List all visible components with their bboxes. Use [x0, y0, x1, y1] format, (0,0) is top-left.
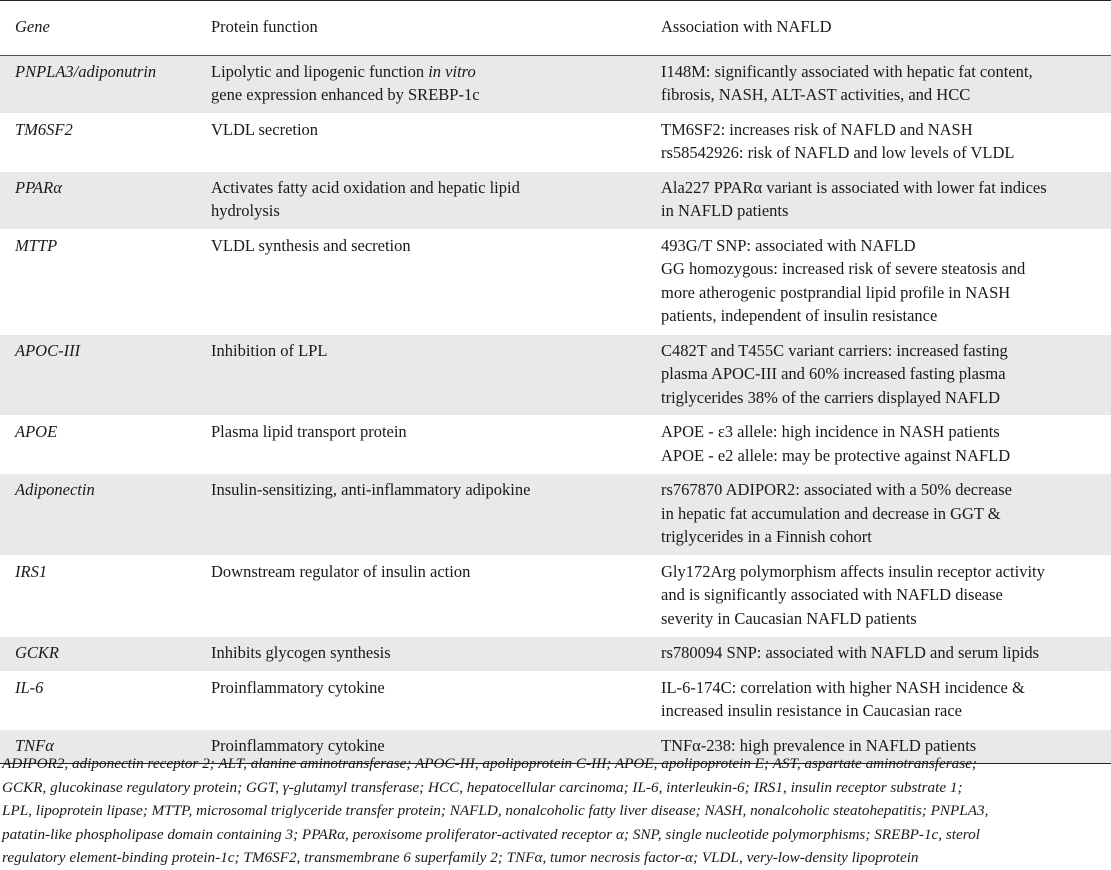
function-line [211, 641, 646, 665]
association-line: and is significantly associated with NAFLD disease [661, 585, 1003, 604]
function-line [211, 234, 646, 258]
association-line: TNFα-238: high prevalence in NAFLD patients [661, 735, 977, 755]
protein-function-cell [204, 637, 654, 672]
function-line [211, 478, 646, 502]
table-row [0, 474, 1111, 556]
protein-function-cell [204, 671, 654, 729]
gene-cell: GCKR [0, 637, 204, 672]
association-cell [654, 55, 1111, 113]
table-row [0, 416, 1111, 474]
table-header-row [0, 1, 1111, 56]
association-line: 493G/T SNP: associated with NAFLD [661, 235, 916, 255]
association-line: Gly172Arg polymorphism affects insulin receptor activity [661, 561, 1045, 581]
protein-function-cell [204, 555, 654, 637]
protein-function-cell [204, 416, 654, 474]
table-row [0, 55, 1111, 113]
association-line: increased insulin resistance in Caucasian race [661, 701, 962, 720]
header-association: Association with NAFLD [654, 1, 1111, 56]
footnote-line: LPL, lipoprotein lipase; MTTP, microsomal triglyceride transfer protein; NAFLD, nonalcoholic fatty liver disease; NASH, nonalcoholic steatohepatitis; PNPLA3, [2, 802, 989, 819]
function-line [211, 199, 646, 223]
table-row [0, 671, 1111, 729]
function-line [211, 676, 646, 700]
protein-function-cell [204, 474, 654, 556]
table-row [0, 113, 1111, 171]
association-line: C482T and T455C variant carriers: increased fasting [661, 340, 1008, 360]
gene-cell: APOC-III [0, 334, 204, 416]
function-line [211, 118, 646, 142]
association-line: in hepatic fat accumulation and decrease in GGT & [661, 503, 1001, 523]
association-line: plasma APOC-III and 60% increased fasting plasma [661, 364, 1006, 383]
association-line: IL-6-174C: correlation with higher NASH incidence & [661, 677, 1025, 697]
protein-function-cell [204, 113, 654, 171]
function-text: Proinflammatory cytokine [211, 735, 385, 755]
function-line [211, 83, 646, 107]
function-italic-text: in vitro [428, 61, 476, 81]
function-line [211, 339, 646, 363]
association-line: APOE - ε3 allele: high incidence in NASH patients [661, 422, 1000, 441]
table-row [0, 334, 1111, 416]
function-text: Inhibits glycogen synthesis [211, 643, 391, 662]
gene-cell: IL-6 [0, 671, 204, 729]
gene-cell: TNFα [0, 729, 204, 764]
gene-cell: TM6SF2 [0, 113, 204, 171]
function-text: hydrolysis [211, 201, 280, 220]
table-row [0, 171, 1111, 229]
association-line: triglycerides 38% of the carriers displayed NAFLD [661, 387, 1001, 407]
protein-function-cell [204, 334, 654, 416]
function-line [211, 560, 646, 584]
association-line: Ala227 PPARα variant is associated with lower fat indices [661, 177, 1047, 197]
table-body [0, 55, 1111, 764]
gene-cell: PPARα [0, 171, 204, 229]
function-text: Plasma lipid transport protein [211, 422, 407, 441]
association-cell [654, 637, 1111, 672]
function-text: Inhibition of LPL [211, 340, 328, 360]
footnote-line: GCKR, glucokinase regulatory protein; GGT, γ-glutamyl transferase; HCC, hepatocellular carcinoma; IL-6, interleukin-6; IRS1, insulin receptor substrate 1; [2, 778, 963, 796]
association-cell [654, 416, 1111, 474]
association-cell [654, 334, 1111, 416]
association-cell [654, 474, 1111, 556]
association-cell [654, 671, 1111, 729]
header-protein-function: Protein function [204, 1, 654, 56]
function-text: VLDL secretion [211, 119, 319, 139]
header-gene: Gene [0, 1, 204, 56]
function-text: VLDL synthesis and secretion [211, 235, 411, 255]
association-cell [654, 555, 1111, 637]
association-line: severity in Caucasian NAFLD patients [661, 608, 917, 628]
function-text: Downstream regulator of insulin action [211, 561, 471, 581]
association-line: in NAFLD patients [661, 201, 789, 220]
function-text: Activates fatty acid oxidation and hepatic lipid [211, 177, 520, 197]
protein-function-cell [204, 171, 654, 229]
gene-cell: IRS1 [0, 555, 204, 637]
function-text: Proinflammatory cytokine [211, 677, 385, 697]
protein-function-cell [204, 55, 654, 113]
function-text: Insulin-sensitizing, anti-inflammatory adipokine [211, 480, 531, 499]
footnote-line: patatin-like phospholipase domain containing 3; PPARα, peroxisome proliferator-activated receptor α; SNP, single nucleotide polymorphisms; SREBP-1c, sterol [2, 825, 980, 843]
association-cell [654, 171, 1111, 229]
association-line: GG homozygous: increased risk of severe steatosis and [661, 259, 1026, 278]
association-line: TM6SF2: increases risk of NAFLD and NASH [661, 119, 973, 139]
association-line: patients, independent of insulin resistance [661, 306, 938, 325]
gene-cell: APOE [0, 416, 204, 474]
association-line: APOE - e2 allele: may be protective against NAFLD [661, 445, 1011, 465]
table-row [0, 555, 1111, 637]
association-cell [654, 229, 1111, 334]
gene-cell: PNPLA3/adiponutrin [0, 55, 204, 113]
table-row [0, 229, 1111, 334]
function-line [211, 176, 646, 200]
function-text: Lipolytic and lipogenic function [211, 61, 429, 81]
association-line: more atherogenic postprandial lipid profile in NASH [661, 282, 1011, 302]
association-line: rs780094 SNP: associated with NAFLD and serum lipids [661, 643, 1040, 662]
association-line: rs58542926: risk of NAFLD and low levels of VLDL [661, 143, 1015, 162]
gene-cell: Adiponectin [0, 474, 204, 556]
association-line: fibrosis, NASH, ALT-AST activities, and HCC [661, 85, 971, 104]
association-cell [654, 113, 1111, 171]
association-line: rs767870 ADIPOR2: associated with a 50% decrease [661, 480, 1013, 499]
association-line: I148M: significantly associated with hepatic fat content, [661, 61, 1033, 81]
function-line [211, 420, 646, 444]
association-line: triglycerides in a Finnish cohort [661, 527, 872, 546]
table-footnote [0, 752, 1110, 870]
footnote-line: regulatory element-binding protein-1c; TM6SF2, transmembrane 6 superfamily 2; TNFα, tumor necrosis factor-α; VLDL, very-low-density lipoprotein [2, 849, 919, 866]
function-text: gene expression enhanced by SREBP-1c [211, 85, 480, 104]
function-line [211, 60, 646, 84]
protein-function-cell [204, 229, 654, 334]
gene-cell: MTTP [0, 229, 204, 334]
table-row [0, 637, 1111, 672]
footnote-line: ADIPOR2, adiponectin receptor 2; ALT, alanine aminotransferase; APOC-III, apolipoprotein C-III; APOE, apolipoprotein E; AST, aspartate aminotransferase; [2, 755, 977, 772]
